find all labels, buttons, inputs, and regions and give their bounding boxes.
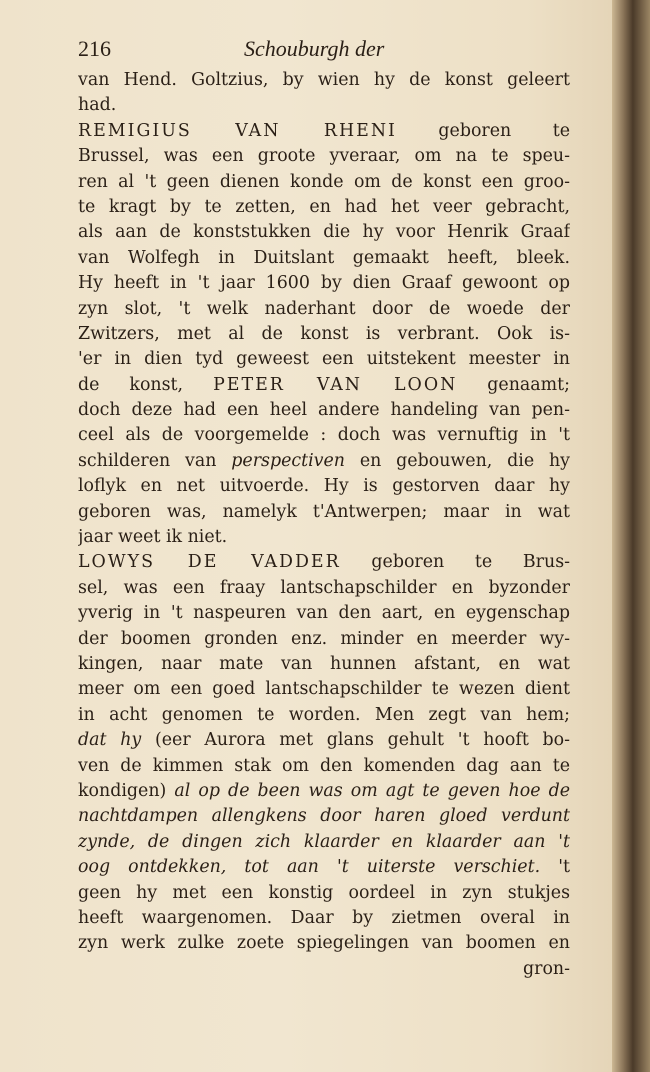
running-title: Schouburgh der	[244, 36, 385, 61]
text-line: ren al 't geen dienen konde om de konst een groo-	[78, 171, 570, 192]
text-line: loflyk en net uitvoerde. Hy is gestorven daar hy	[78, 476, 570, 497]
text-line: kondigen) al op de been was om agt te geven hoe de	[78, 780, 570, 801]
text-line: de konst, PETER VAN LOON genaamt;	[78, 374, 570, 395]
text-line: van Hend. Goltzius, by wien hy de konst geleert	[78, 70, 570, 90]
page-text	[78, 36, 570, 982]
text-line: dat hy (eer Aurora met glans gehult 't hooft bo-	[78, 730, 570, 751]
text-line: had.	[78, 95, 117, 116]
text-line: schilderen van perspectiven en gebouwen, die hy	[78, 450, 570, 471]
text-line: als aan de konststukken die hy voor Henrik Graaf	[78, 222, 570, 243]
text-line: sel, was een fraay lantschapschilder en byzonder	[78, 577, 570, 598]
text-line: doch deze had een heel andere handeling van pen-	[78, 400, 570, 421]
text-line: Hy heeft in 't jaar 1600 by dien Graaf gewoont op	[78, 273, 570, 294]
text-line-italic: nachtdampen allengkens door haren gloed verdunt	[78, 806, 570, 827]
book-gutter	[612, 0, 650, 1072]
text-line: Zwitzers, met al de konst is verbrant. Ook is-	[78, 323, 570, 344]
text-line: Brussel, was een groote yveraar, om na te speu-	[78, 146, 570, 167]
text-line: zyn slot, 't welk naderhant door de woede der	[78, 298, 570, 319]
text-line: jaar weet ik niet.	[78, 527, 228, 548]
text-line: geboren was, namelyk t'Antwerpen; maar in wat	[78, 501, 570, 522]
text-line: kingen, naar mate van hunnen afstant, en wat	[78, 653, 570, 674]
text-line: ven de kimmen stak om den komenden dag aan te	[78, 755, 570, 776]
text-line: LOWYS DE VADDER geboren te Brus-	[78, 552, 570, 573]
text-line: der boomen gronden enz. minder en meerder wy-	[78, 628, 570, 649]
text-line-italic: zynde, de dingen zich klaarder en klaarder aan 't	[78, 831, 570, 852]
text-line: geen hy met een konstig oordeel in zyn stukjes	[78, 882, 570, 903]
text-line: meer om een goed lantschapschilder te wezen dient	[78, 679, 570, 700]
text-line: heeft waargenomen. Daar by zietmen overal in	[78, 907, 570, 928]
page-number: 216	[78, 36, 111, 61]
text-line: te kragt by te zetten, en had het veer gebracht,	[78, 196, 570, 217]
text-line: 'er in dien tyd geweest een uitstekent meester in	[78, 349, 570, 370]
catchword: gron-	[523, 958, 570, 979]
text-line: zyn werk zulke zoete spiegelingen van boomen en	[78, 933, 570, 954]
text-line: in acht genomen te worden. Men zegt van hem;	[78, 704, 570, 725]
text-line: oog ontdekken, tot aan 't uiterste verschiet. 't	[78, 857, 570, 878]
running-header	[78, 36, 570, 68]
text-line: van Wolfegh in Duitslant gemaakt heeft, bleek.	[78, 247, 570, 268]
text-line: REMIGIUS VAN RHENI geboren te	[78, 120, 570, 141]
text-line: ceel als de voorgemelde : doch was vernuftig in 't	[78, 425, 570, 446]
text-line: yverig in 't naspeuren van den aart, en eygenschap	[78, 603, 570, 624]
